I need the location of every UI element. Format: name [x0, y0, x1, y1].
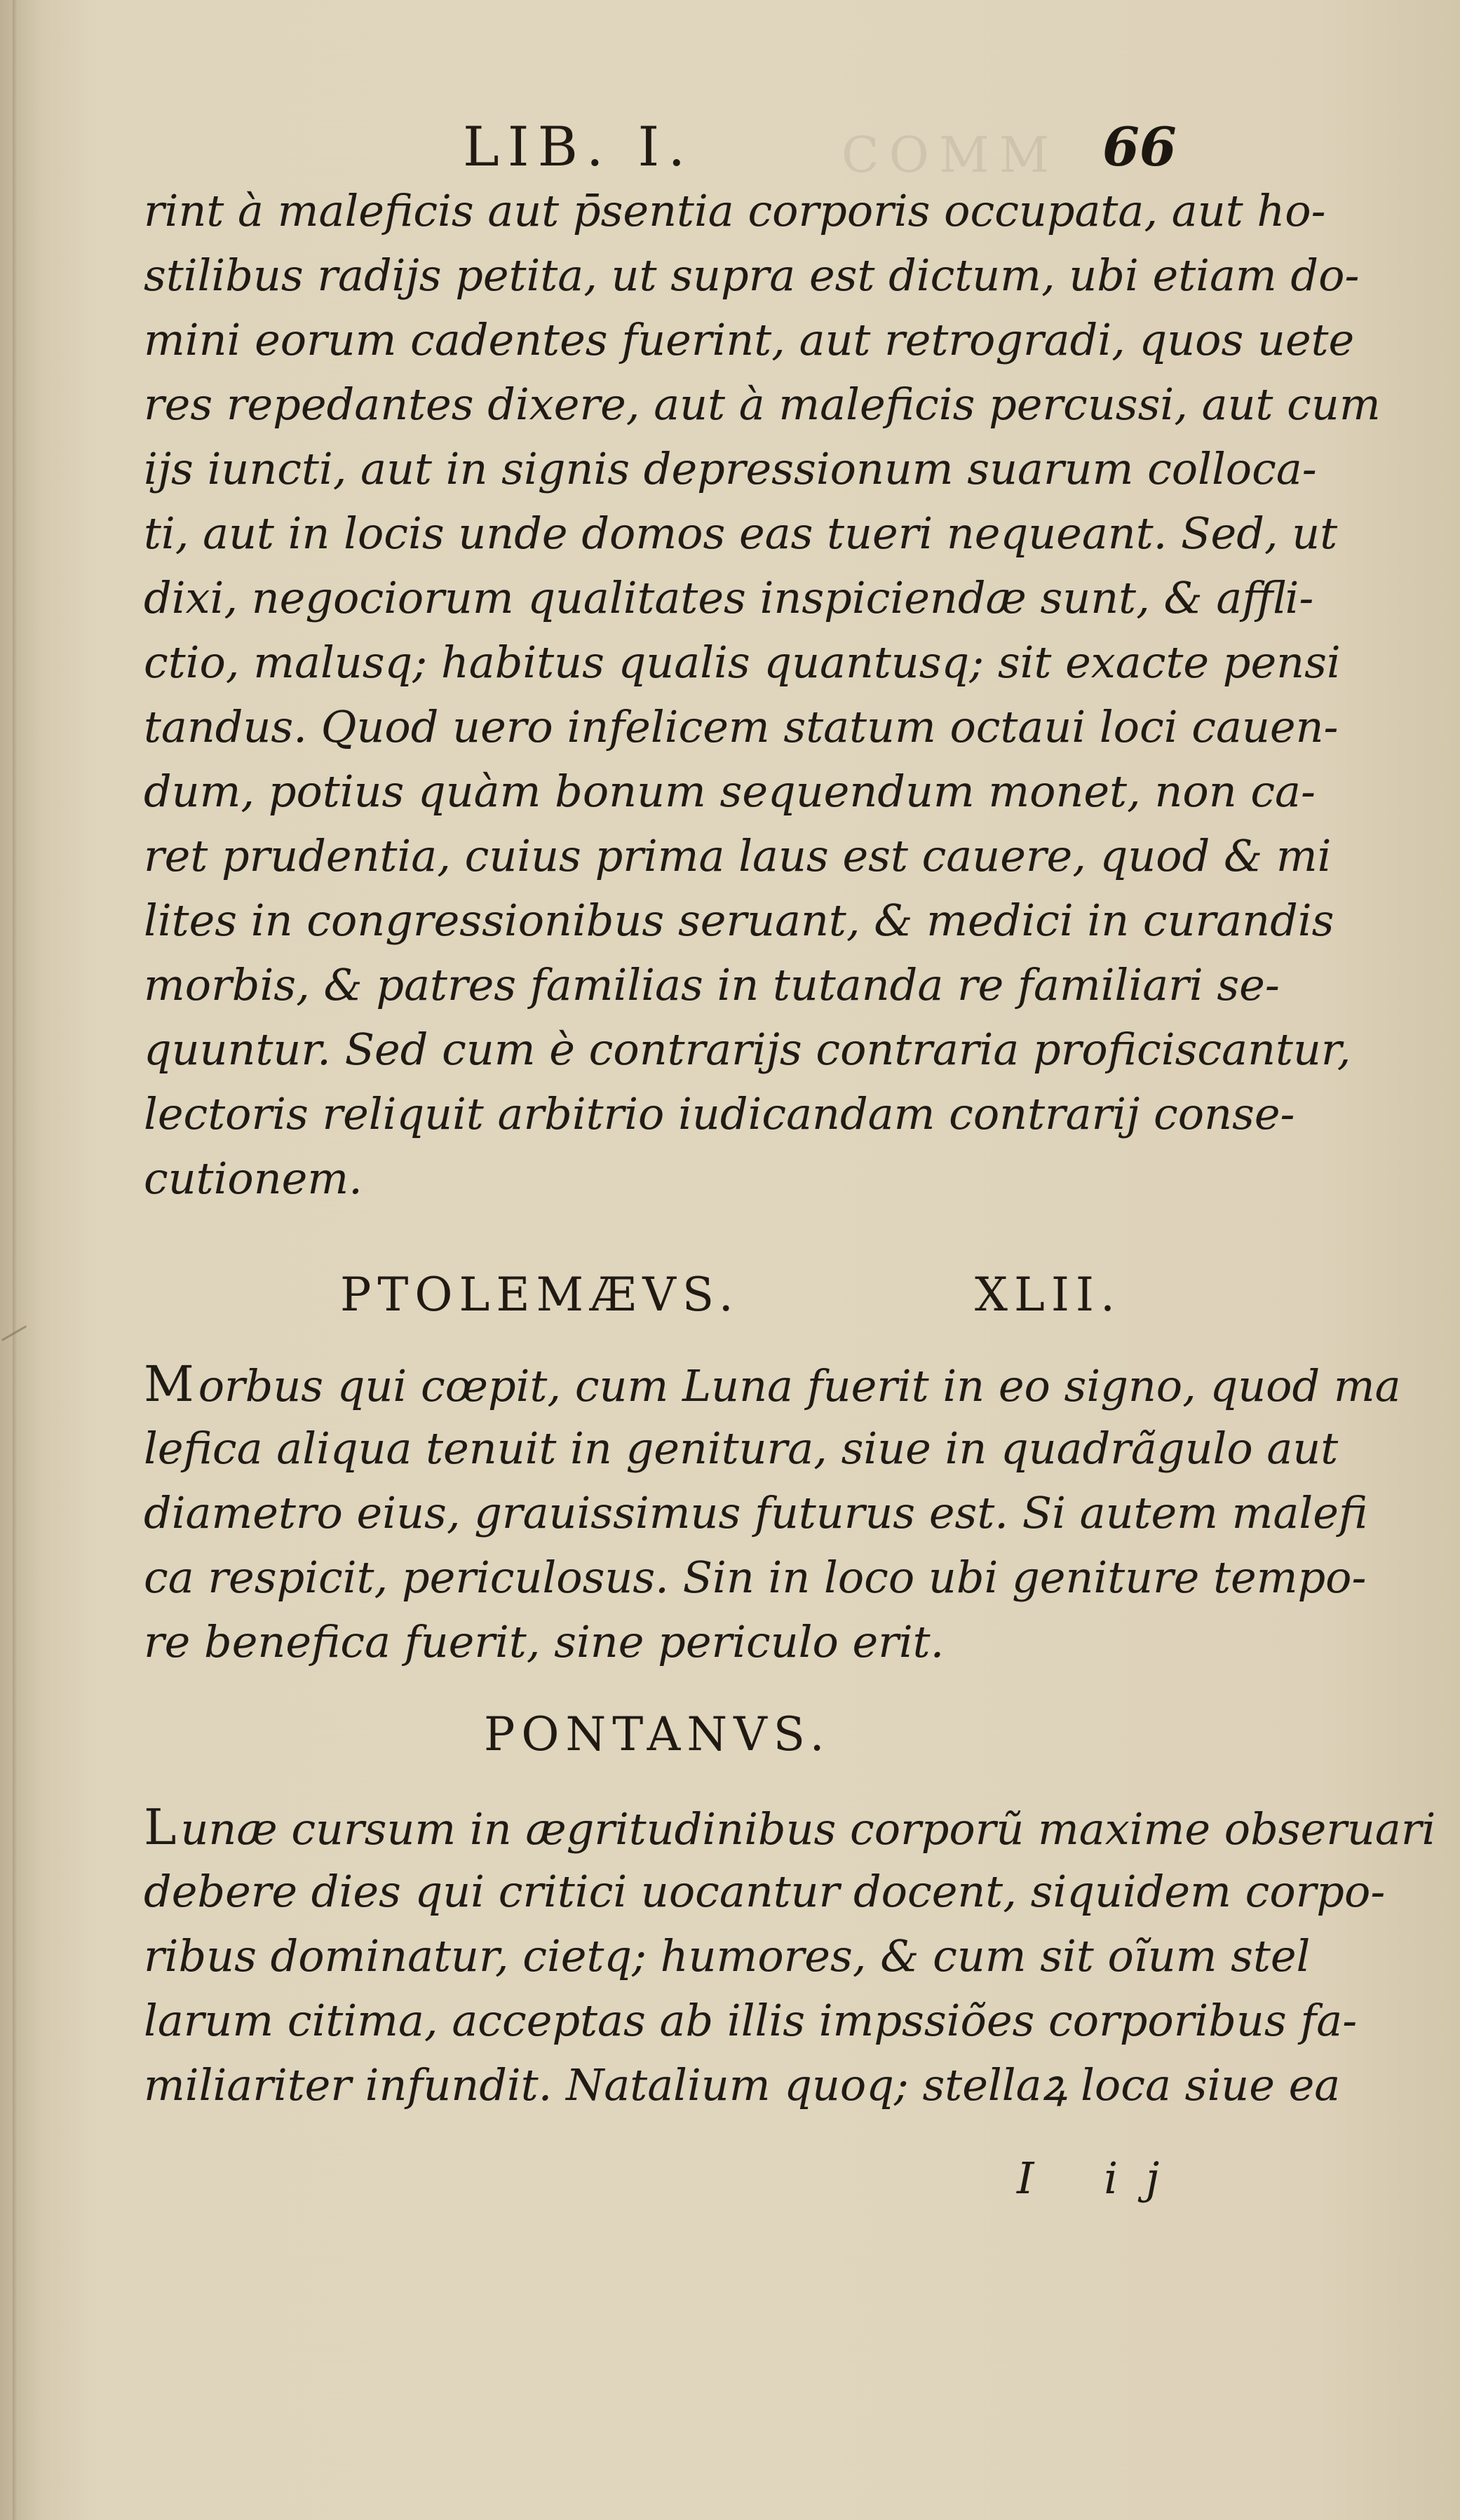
- text-line: cutionem.: [144, 1153, 363, 1204]
- text-line: ti, aut in locis unde domos eas tueri nequeant. Sed, ut: [144, 508, 1338, 559]
- text-line: diametro eius, grauissimus futurus est. Si autem malefi: [144, 1487, 1368, 1538]
- commentary-paragraph: [144, 179, 1381, 1211]
- text-line: [144, 1795, 1436, 1859]
- text-line: dum, potius quàm bonum sequendum monet, non ca-: [144, 766, 1316, 817]
- folio-number: 66: [1102, 116, 1177, 178]
- initial-letter: M: [144, 1355, 194, 1413]
- text-line: lefica aliqua tenuit in genitura, siue in quadrãgulo aut: [144, 1423, 1339, 1474]
- text-line: ribus dominatur, cietq; humores, & cum sit oĩum stel: [144, 1930, 1311, 1982]
- section-heading-ptolemaeus: PTOLEMÆVS.: [340, 1268, 740, 1322]
- gutter-shadow: [13, 0, 17, 2520]
- text-line: ctio, malusq; habitus qualis quantusq; sit exacte pensi: [144, 637, 1341, 688]
- aphorism-number: XLII.: [975, 1268, 1121, 1322]
- text-line: dixi, negociorum qualitates inspiciendæ sunt, & affli-: [144, 572, 1314, 623]
- text-line-content: orbus qui cœpit, cum Luna fuerit in eo signo, quod ma: [198, 1360, 1401, 1411]
- text-line: stilibus radijs petita, ut supra est dictum, ubi etiam do-: [144, 250, 1360, 301]
- text-line: ret prudentia, cuius prima laus est cauere, quod & mi: [144, 830, 1332, 881]
- running-head: LIB. I.: [463, 116, 694, 179]
- signature-mark: I ij: [1017, 2153, 1188, 2204]
- text-line: rint à maleficis aut p̄sentia corporis occupata, aut ho-: [144, 185, 1326, 236]
- initial-letter: L: [144, 1798, 177, 1856]
- text-line: quuntur. Sed cum è contrarijs contraria proficiscantur,: [144, 1024, 1351, 1075]
- text-line: res repedantes dixere, aut à maleficis percussi, aut cum: [144, 379, 1381, 430]
- text-line: ijs iuncti, aut in signis depressionum suarum colloca-: [144, 443, 1317, 494]
- text-line: debere dies qui critici uocantur docent, siquidem corpo-: [144, 1866, 1386, 1917]
- text-line: mini eorum cadentes fuerint, aut retrogradi, quos uete: [144, 314, 1355, 365]
- text-line: morbis, & patres familias in tutanda re familiari se-: [144, 959, 1280, 1010]
- ptolemaeus-aphorism: [144, 1352, 1401, 1674]
- text-line-content: unæ cursum in ægritudinibus corporũ maxime obseruari: [180, 1803, 1436, 1855]
- text-line: lectoris reliquit arbitrio iudicandam contrarij conse-: [144, 1088, 1295, 1139]
- bleed-through-text: COMM: [841, 126, 1060, 184]
- text-line: miliariter infundit. Natalium quoq; stellaꝝ loca siue ea: [144, 2059, 1341, 2111]
- text-line: ca respicit, periculosus. Sin in loco ubi geniture tempo-: [144, 1552, 1367, 1603]
- pontanus-commentary: [144, 1795, 1436, 2118]
- text-line: larum citima, acceptas ab illis impssiões corporibus fa-: [144, 1995, 1358, 2046]
- text-line: lites in congressionibus seruant, & medici in curandis: [144, 895, 1334, 946]
- text-line: [144, 1352, 1401, 1416]
- text-line: tandus. Quod uero infelicem statum octaui loci cauen-: [144, 701, 1339, 752]
- section-heading-pontanus: PONTANVS.: [484, 1707, 831, 1761]
- text-line: re benefica fuerit, sine periculo erit.: [144, 1616, 945, 1667]
